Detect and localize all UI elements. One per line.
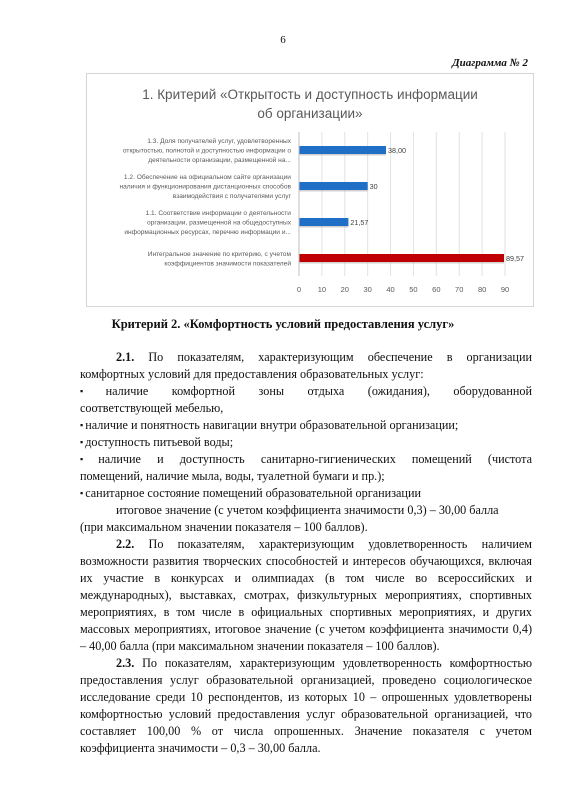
category-label: 1.2. Обеспечение на официальном сайте организации [123, 174, 291, 181]
chart-title-line: об организации» [257, 106, 363, 121]
data-label: 21,57 [350, 218, 369, 227]
paragraph-2-3-text: По показателям, характеризующим удовлетворенность комфортностью предоставления услуг образовательной организацией, проведено социологическое исследование среди 10 респондентов, из которых 10 – опрошенных удовлетворены комфортностью условий предоставления услуг образовательной организацией, что составляет 100,00 % от числа опрошенных. Значение показателя с учетом коэффициента значимости – 0,3 – 30,00 балла. [80, 656, 533, 755]
data-label: 89,57 [506, 254, 525, 263]
bar [299, 146, 386, 154]
bar [299, 254, 504, 262]
chart-title-line: 1. Критерий «Открытость и доступность информации [142, 87, 478, 102]
page-number: 6 [280, 34, 286, 46]
category-label: наличия и функционирования дистанционных способов [119, 183, 291, 191]
x-tick-label: 70 [455, 285, 464, 294]
category-label: открытостью, полнотой и доступностью информации о [122, 147, 291, 155]
paragraph-2-2-text: По показателям, характеризующим удовлетворенность наличием возможности развития творческих способностей и интересов обучающихся, включая их участие в конкурсах и олимпиадах (в том числе во всероссийских и международных), выставках, смотрах, физкультурных мероприятиях, спортивных мероприятиях, в том числе в официальных спортивных мероприятиях, и других массовых мероприятиях, итоговое значение (с учетом коэффициента значимости 0,4) – 40,00 балла (при максимальном значении показателя – 100 баллов). [80, 537, 532, 653]
paragraph-2-3-number: 2.3. [116, 656, 135, 670]
x-tick-label: 10 [317, 285, 327, 294]
category-label: 1.3. Доля получателей услуг, удовлетворенных [147, 138, 291, 145]
data-label: 30 [369, 182, 378, 191]
x-tick-label: 30 [363, 285, 372, 294]
bullet-item: ▪ доступность питьевой воды; [80, 434, 532, 451]
paragraph-2-1-line2: комфортных условий для предоставления образовательных услуг: [80, 367, 424, 381]
x-tick-label: 40 [386, 285, 395, 294]
x-tick-label: 90 [500, 285, 510, 294]
paragraph-2-3 [80, 655, 532, 757]
x-tick-label: 50 [409, 285, 418, 294]
category-label: взаимодействия с получателями услуг [172, 193, 291, 200]
category-label: 1.1. Соответствие информации о деятельности [145, 210, 291, 217]
section-heading: Критерий 2. «Комфортность условий предоставления услуг» [111, 317, 455, 331]
bar [299, 218, 348, 226]
bar [299, 182, 368, 190]
x-tick-label: 0 [296, 285, 302, 294]
data-label: 38,00 [387, 146, 406, 155]
chart-frame [86, 73, 534, 307]
category-label: деятельности организации, размещенной на... [148, 157, 291, 164]
body-text [80, 349, 532, 757]
paragraph-2-1-line1 [80, 349, 532, 366]
bar-chart [87, 74, 533, 306]
bullet-continuation: соответствующей мебелью, [80, 401, 224, 415]
x-tick-label: 80 [477, 285, 487, 294]
diagram-label: Диаграмма № 2 [452, 57, 528, 69]
x-tick-label: 60 [432, 285, 441, 294]
bullet-item: ▪ санитарное состояние помещений образовательной организации [80, 485, 532, 502]
bullet-continuation: помещений, наличие мыла, воды, туалетной бумаги и пр.); [80, 469, 385, 483]
paragraph-2-2 [80, 536, 532, 655]
category-label: информационных ресурсах, перечню информации и... [124, 229, 291, 236]
category-label: Интегральное значение по критерию, с учетом [147, 250, 291, 258]
paragraph-2-1-number: 2.1. [116, 350, 135, 364]
bullet-item: ▪ наличие и понятность навигации внутри образовательной организации; [80, 417, 532, 434]
paragraph-2-2-number: 2.2. [116, 537, 135, 551]
paragraph-2-1-total: итоговое значение (с учетом коэффициента значимости 0,3) – 30,00 балла [116, 503, 499, 517]
paragraph-2-1-total-cont: (при максимальном значении показателя – 100 баллов). [80, 520, 368, 534]
category-label: коэффициентов значимости показателей [164, 260, 291, 268]
paragraph-2-1-text: По показателям, характеризующим обеспечение в организации [148, 350, 532, 364]
category-label: организации, размещенной на общедоступных [147, 219, 291, 227]
bullet-item: ▪ наличие комфортной зоны отдыха (ожидания), оборудованной [80, 383, 532, 400]
bullet-item: ▪ наличие и доступность санитарно-гигиенических помещений (чистота [80, 451, 532, 468]
x-tick-label: 20 [340, 285, 349, 294]
